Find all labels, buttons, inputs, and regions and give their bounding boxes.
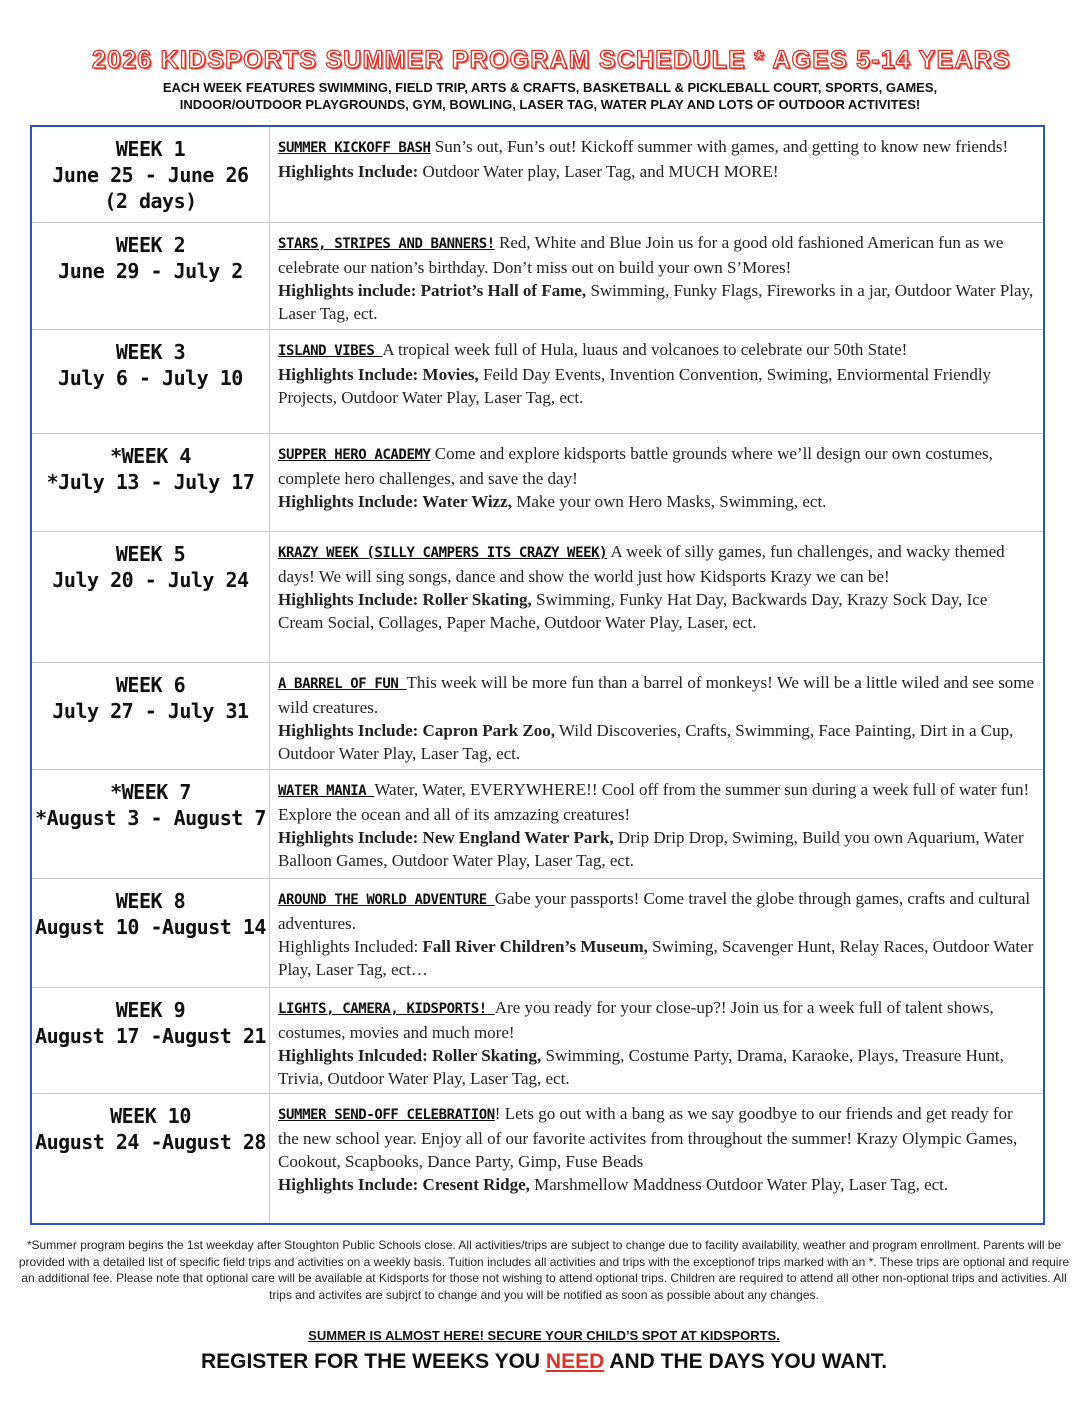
theme-description: Sun’s out, Fun’s out! Kickoff summer with games, and getting to know new friends! bbox=[430, 137, 1009, 156]
highlights-label: Highlights Include: bbox=[278, 162, 419, 181]
week-dates: *July 13 - July 17 bbox=[46, 470, 255, 494]
cta-secure-spot: SUMMER IS ALMOST HERE! SECURE YOUR CHILD’S SPOT AT KIDSPORTS. bbox=[308, 1328, 780, 1343]
week-cell bbox=[32, 223, 270, 329]
week-dates: July 20 - July 24 bbox=[52, 568, 249, 592]
week-cell bbox=[32, 127, 270, 222]
highlights-bold: Patriot’s Hall of Fame, bbox=[416, 281, 587, 300]
schedule-table bbox=[30, 125, 1045, 1225]
cta-register-need: NEED bbox=[545, 1350, 605, 1373]
highlights-bold: Capron Park Zoo, bbox=[418, 721, 555, 740]
highlights-label: Highlights Included: bbox=[278, 937, 419, 956]
theme-description: Water, Water, EVERYWHERE!! Cool off from the summer sun during a week full of water fun! Explore the ocean and all of its amzazing creatures! bbox=[278, 780, 1030, 824]
footnote bbox=[14, 1237, 1074, 1303]
table-row bbox=[32, 770, 1043, 879]
highlights-label: Highlights include: bbox=[278, 281, 417, 300]
theme-title: ISLAND VIBES bbox=[278, 343, 383, 359]
subtitle-line-2: INDOOR/OUTDOOR PLAYGROUNDS, GYM, BOWLING, LASER TAG, WATER PLAY AND LOTS OF OUTDOOR ACTIVITES! bbox=[179, 97, 921, 112]
week-dates: August 10 -August 14 bbox=[35, 915, 266, 939]
highlights-bold: New England Water Park, bbox=[418, 828, 614, 847]
description-cell bbox=[278, 671, 1035, 765]
highlights-bold: Water Wizz, bbox=[418, 492, 512, 511]
highlights-label: Highlights Include bbox=[278, 1175, 413, 1194]
theme-description: Red, White and Blue Join us for a good old fashioned American fun as we celebrate our nation’s birthday. Don’t miss out on build your own S’Mores! bbox=[278, 233, 1004, 277]
theme-description: Gabe your passports! Come travel the globe through games, crafts and cultural adventures. bbox=[278, 889, 1031, 933]
theme-title: STARS, STRIPES AND BANNERS! bbox=[278, 236, 495, 252]
week-label: *WEEK 7 bbox=[110, 780, 191, 804]
table-row bbox=[32, 988, 1043, 1094]
highlights-label: Highlights Inlcuded: bbox=[278, 1046, 428, 1065]
highlights-label: Highlights Include: bbox=[278, 590, 419, 609]
subtitle-line-1: EACH WEEK FEATURES SWIMMING, FIELD TRIP, ARTS & CRAFTS, BASKETBALL & PICKLEBALL COURT, SPORTS, GAMES, bbox=[162, 80, 938, 95]
description-cell bbox=[278, 135, 1035, 183]
highlights-label: Highlights Include: bbox=[278, 492, 419, 511]
week-dates: July 27 - July 31 bbox=[52, 699, 249, 723]
week-dates: July 6 - July 10 bbox=[58, 366, 243, 390]
theme-description: ! Lets go out with a bang as we say goodbye to our friends and get ready for the new school year. Enjoy all of our favorite activites from throughout the summer! Krazy Olympic Games, Cookout, Scapbooks, Dance Party, Gimp, Fuse Beads bbox=[278, 1104, 1018, 1171]
table-row bbox=[32, 663, 1043, 770]
theme-description: A week of silly games, fun challenges, and wacky themed days! We will sing songs, dance and show the world just how Kidsports Krazy we can be! bbox=[278, 542, 1005, 586]
week-label: WEEK 2 bbox=[115, 233, 186, 257]
description-cell bbox=[278, 442, 1035, 513]
week-label: WEEK 9 bbox=[115, 998, 186, 1022]
table-row bbox=[32, 434, 1043, 532]
theme-description: A tropical week full of Hula, luaus and volcanoes to celebrate our 50th State! bbox=[382, 340, 908, 359]
theme-title: A BARREL OF FUN bbox=[278, 676, 407, 692]
table-row bbox=[32, 879, 1043, 988]
week-cell bbox=[32, 879, 270, 987]
table-row bbox=[32, 330, 1043, 434]
theme-title: SUMMER KICKOFF BASH bbox=[278, 140, 431, 156]
highlights-text: Swiming, Scavenger Hunt, Relay Races, Outdoor Water Play, Laser Tag, ect… bbox=[278, 937, 1034, 979]
cta-register-part2: AND THE DAYS YOU WANT. bbox=[604, 1350, 888, 1373]
cta-register bbox=[0, 1350, 1088, 1374]
highlights-text: Wild Discoveries, Crafts, Swimming, Face Painting, Dirt in a Cup, Outdoor Water Play, Laser Tag, ect. bbox=[278, 721, 1014, 763]
highlights-label: Highlights Include: bbox=[278, 365, 419, 384]
week-cell bbox=[32, 532, 270, 662]
week-label: WEEK 6 bbox=[115, 673, 186, 697]
theme-title: KRAZY WEEK (SILLY CAMPERS ITS CRAZY WEEK) bbox=[278, 545, 608, 561]
week-dates: *August 3 - August 7 bbox=[35, 806, 266, 830]
highlights-bold: Movies, bbox=[418, 365, 479, 384]
theme-title: WATER MANIA bbox=[278, 783, 375, 799]
highlights-bold: : Cresent Ridge, bbox=[412, 1175, 530, 1194]
description-cell bbox=[278, 231, 1035, 325]
week-cell bbox=[32, 988, 270, 1093]
description-cell bbox=[278, 996, 1035, 1090]
highlights-text: Swimming, Funky Flags, Fireworks in a jar, Outdoor Water Play, Laser Tag, ect. bbox=[278, 281, 1034, 323]
description-cell bbox=[278, 1102, 1035, 1196]
week-dates: August 17 -August 21 bbox=[35, 1024, 266, 1048]
highlights-label: Highlights Include: bbox=[278, 828, 419, 847]
description-cell bbox=[278, 887, 1035, 981]
week-dates: June 29 - July 2 bbox=[58, 259, 243, 283]
theme-title: SUPPER HERO ACADEMY bbox=[278, 447, 431, 463]
week-note: (2 days) bbox=[104, 189, 197, 213]
highlights-text: Make your own Hero Masks, Swimming, ect. bbox=[511, 492, 827, 511]
week-dates: June 25 - June 26 bbox=[52, 163, 249, 187]
highlights-bold: Roller Skating, bbox=[418, 590, 532, 609]
cta-register-part1: REGISTER FOR THE WEEKS YOU bbox=[200, 1350, 546, 1373]
theme-title: SUMMER SEND-OFF CELEBRATION bbox=[278, 1107, 495, 1123]
table-row bbox=[32, 223, 1043, 330]
description-cell bbox=[278, 338, 1035, 409]
table-row bbox=[32, 127, 1043, 223]
highlights-text: Swimming, Funky Hat Day, Backwards Day, Krazy Sock Day, Ice Cream Social, Collages, Paper Mache, Outdoor Water Play, Laser, ect. bbox=[278, 590, 988, 632]
highlights-text: Marshmellow Maddness Outdoor Water Play, Laser Tag, ect. bbox=[529, 1175, 949, 1194]
week-cell bbox=[32, 434, 270, 531]
theme-title: LIGHTS, CAMERA, KIDSPORTS! bbox=[278, 1001, 495, 1017]
table-row bbox=[32, 532, 1043, 663]
highlights-bold: Fall River Children’s Museum, bbox=[418, 937, 648, 956]
week-cell bbox=[32, 1094, 270, 1223]
week-label: *WEEK 4 bbox=[110, 444, 191, 468]
week-cell bbox=[32, 330, 270, 433]
description-cell bbox=[278, 778, 1035, 872]
week-cell bbox=[32, 770, 270, 878]
highlights-text: Feild Day Events, Invention Convention, Swiming, Enviormental Friendly Projects, Outdoor Water Play, Laser Tag, ect. bbox=[278, 365, 992, 407]
highlights-text: Outdoor Water play, Laser Tag, and MUCH MORE! bbox=[418, 162, 779, 181]
theme-description: This week will be more fun than a barrel of monkeys! We will be a little wiled and see some wild creatures. bbox=[278, 673, 1035, 717]
week-label: WEEK 10 bbox=[110, 1104, 191, 1128]
description-cell bbox=[278, 540, 1035, 634]
highlights-bold: Roller Skating, bbox=[427, 1046, 542, 1065]
week-dates: August 24 -August 28 bbox=[35, 1130, 266, 1154]
week-label: WEEK 1 bbox=[115, 137, 186, 161]
week-cell bbox=[32, 663, 270, 769]
highlights-text: Swimming, Costume Party, Drama, Karaoke, Plays, Treasure Hunt, Trivia, Outdoor Water Play, Laser Tag, ect. bbox=[278, 1046, 1004, 1088]
table-row bbox=[32, 1094, 1043, 1223]
highlights-label: Highlights Include: bbox=[278, 721, 419, 740]
theme-description: Come and explore kidsports battle grounds where we’ll design our own costumes, complete hero challenges, and save the day! bbox=[278, 444, 993, 488]
footnote-text: *Summer program begins the 1st weekday after Stoughton Public Schools close. All activities/trips are subject to change due to facility availability, weather and program enrollment. Parents will be provided with a detailed list of specific field trips and activities on a weekly basis. Tuition includes all activities and trips with the exceptionof trips marked with an *. These trips are optional and require an additional fee. Please note that optional care will be available at Kidsports for those not wishing to attend optional trips. Children are required to attend all other non-optional trips and activities. All trips and activites are subjrct to change and you will be notified as soon as possible about any changes. bbox=[18, 1238, 1070, 1302]
theme-title: AROUND THE WORLD ADVENTURE bbox=[278, 892, 495, 908]
week-label: WEEK 8 bbox=[115, 889, 186, 913]
theme-description: Are you ready for your close-up?! Join us for a week full of talent shows, costumes, movies and much more! bbox=[278, 998, 994, 1042]
week-label: WEEK 3 bbox=[115, 340, 186, 364]
highlights-text: Drip Drip Drop, Swiming, Build you own Aquarium, Water Balloon Games, Outdoor Water Play, Laser Tag, ect. bbox=[278, 828, 1024, 870]
week-label: WEEK 5 bbox=[115, 542, 186, 566]
page-title: 2026 KIDSPORTS SUMMER PROGRAM SCHEDULE * AGES 5-14 YEARS bbox=[92, 46, 1011, 74]
